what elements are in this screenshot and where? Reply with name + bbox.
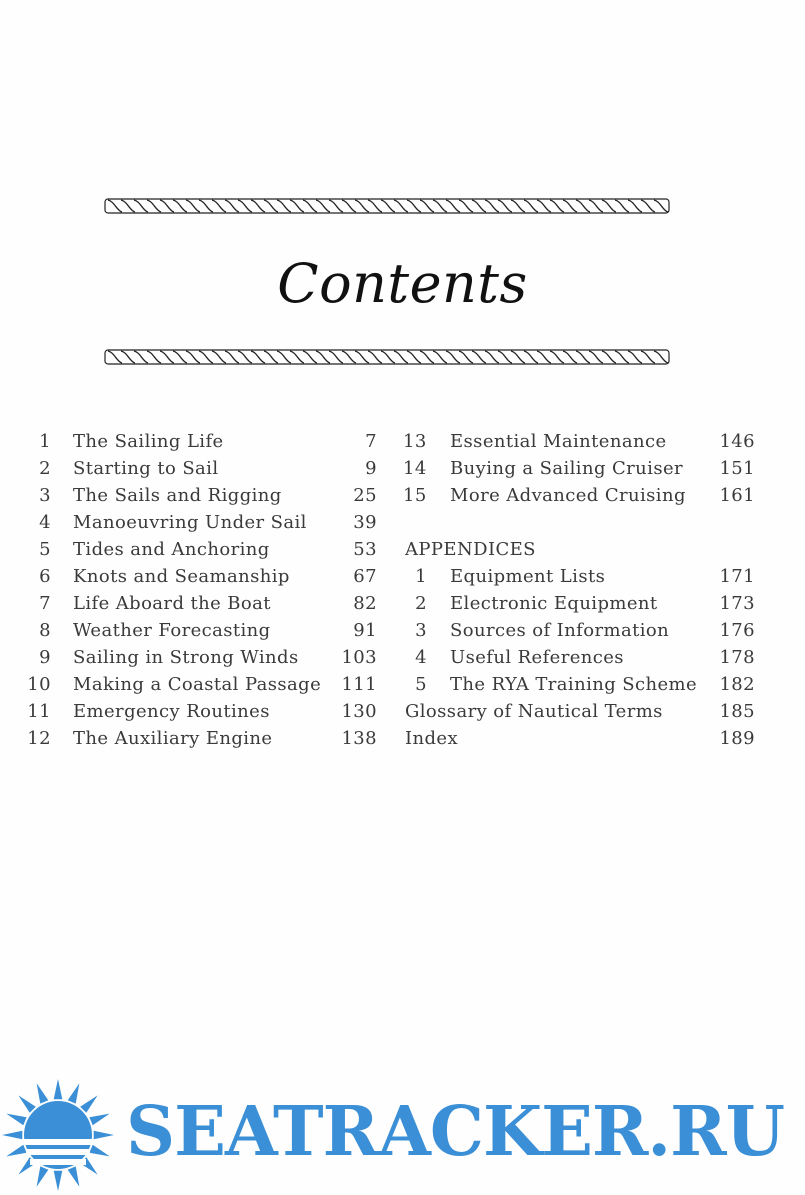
page-number: 171 <box>719 566 755 587</box>
toc-right-column <box>403 428 755 752</box>
page-number: 82 <box>353 593 377 614</box>
appendix-title: Sources of Information <box>450 620 670 641</box>
toc-entry[interactable] <box>25 428 377 455</box>
appendix-number: 1 <box>415 566 427 587</box>
appendix-title: Equipment Lists <box>450 566 606 587</box>
page-number: 130 <box>341 701 377 722</box>
page-number: 53 <box>353 539 377 560</box>
appendix-number: 5 <box>415 674 427 695</box>
page-number: 39 <box>353 512 377 533</box>
chapter-number: 10 <box>27 674 51 695</box>
toc-entry[interactable] <box>403 644 755 671</box>
spacer <box>403 509 755 536</box>
appendix-title: Electronic Equipment <box>450 593 658 614</box>
page-number: 161 <box>719 485 755 506</box>
page-number: 178 <box>719 647 755 668</box>
toc-entry[interactable] <box>25 725 377 752</box>
toc-entry[interactable] <box>403 482 755 509</box>
page-number: 25 <box>353 485 377 506</box>
chapter-title: Making a Coastal Passage <box>73 674 322 695</box>
appendix-title: Useful References <box>450 647 624 668</box>
chapter-title: Knots and Seamanship <box>73 566 290 587</box>
chapter-number: 14 <box>403 458 427 479</box>
chapter-title: The Sailing Life <box>73 431 224 452</box>
chapter-title: Manoeuvring Under Sail <box>73 512 307 533</box>
page-number: 103 <box>341 647 377 668</box>
chapter-number: 9 <box>39 647 51 668</box>
chapter-title: The Auxiliary Engine <box>73 728 273 749</box>
rope-divider-bottom <box>104 348 670 366</box>
page-number: 189 <box>719 728 755 749</box>
toc-entry[interactable] <box>403 590 755 617</box>
chapter-number: 6 <box>39 566 51 587</box>
toc-entry[interactable] <box>25 509 377 536</box>
chapter-title: Emergency Routines <box>73 701 270 722</box>
toc-entry[interactable] <box>25 617 377 644</box>
chapter-number: 13 <box>403 431 427 452</box>
toc-entry[interactable] <box>403 455 755 482</box>
toc-entry[interactable] <box>25 590 377 617</box>
toc-entry[interactable] <box>25 698 377 725</box>
page-title: Contents <box>277 252 528 315</box>
page-number: 111 <box>341 674 377 695</box>
chapter-title: Essential Maintenance <box>450 431 667 452</box>
chapter-number: 1 <box>39 431 51 452</box>
chapter-number: 8 <box>39 620 51 641</box>
appendix-number: 3 <box>415 620 427 641</box>
toc-entry[interactable] <box>403 428 755 455</box>
page-number: 91 <box>353 620 377 641</box>
toc-left-column <box>25 428 377 752</box>
appendix-title: The RYA Training Scheme <box>450 674 698 695</box>
appendix-number: 2 <box>415 593 427 614</box>
chapter-number: 5 <box>39 539 51 560</box>
toc-entry[interactable] <box>25 455 377 482</box>
toc-entry[interactable] <box>403 617 755 644</box>
toc-entry[interactable] <box>25 671 377 698</box>
chapter-number: 12 <box>27 728 51 749</box>
page-number: 185 <box>719 701 755 722</box>
chapter-title: Weather Forecasting <box>73 620 271 641</box>
chapter-number: 15 <box>403 485 427 506</box>
page-number: 146 <box>719 431 755 452</box>
chapter-title: Sailing in Strong Winds <box>73 647 299 668</box>
page-number: 151 <box>719 458 755 479</box>
page-number: 7 <box>365 431 377 452</box>
toc-entry-glossary[interactable] <box>403 698 755 725</box>
page-number: 9 <box>365 458 377 479</box>
glossary-title: Glossary of Nautical Terms <box>405 701 663 722</box>
watermark-text: SEATRACKER.RU <box>126 1092 784 1172</box>
page-number: 138 <box>341 728 377 749</box>
toc-entry[interactable] <box>25 563 377 590</box>
chapter-title: Life Aboard the Boat <box>73 593 271 614</box>
chapter-title: Tides and Anchoring <box>73 539 270 560</box>
chapter-title: More Advanced Cruising <box>450 485 686 506</box>
appendix-number: 4 <box>415 647 427 668</box>
page-number: 173 <box>719 593 755 614</box>
appendices-heading-row <box>403 536 755 563</box>
page-number: 176 <box>719 620 755 641</box>
chapter-number: 3 <box>39 485 51 506</box>
toc-entry-index[interactable] <box>403 725 755 752</box>
chapter-number: 11 <box>27 701 51 722</box>
sun-icon <box>2 1079 114 1191</box>
chapter-title: Buying a Sailing Cruiser <box>450 458 684 479</box>
chapter-number: 4 <box>39 512 51 533</box>
index-title: Index <box>405 728 459 749</box>
toc-entry[interactable] <box>25 644 377 671</box>
chapter-title: Starting to Sail <box>73 458 219 479</box>
toc-entry[interactable] <box>25 536 377 563</box>
page-number: 182 <box>719 674 755 695</box>
chapter-title: The Sails and Rigging <box>73 485 282 506</box>
toc-entry[interactable] <box>25 482 377 509</box>
page-number: 67 <box>353 566 377 587</box>
chapter-number: 2 <box>39 458 51 479</box>
chapter-number: 7 <box>39 593 51 614</box>
rope-divider-top <box>104 197 670 215</box>
toc-entry[interactable] <box>403 671 755 698</box>
appendices-heading: APPENDICES <box>405 539 536 560</box>
toc-entry[interactable] <box>403 563 755 590</box>
